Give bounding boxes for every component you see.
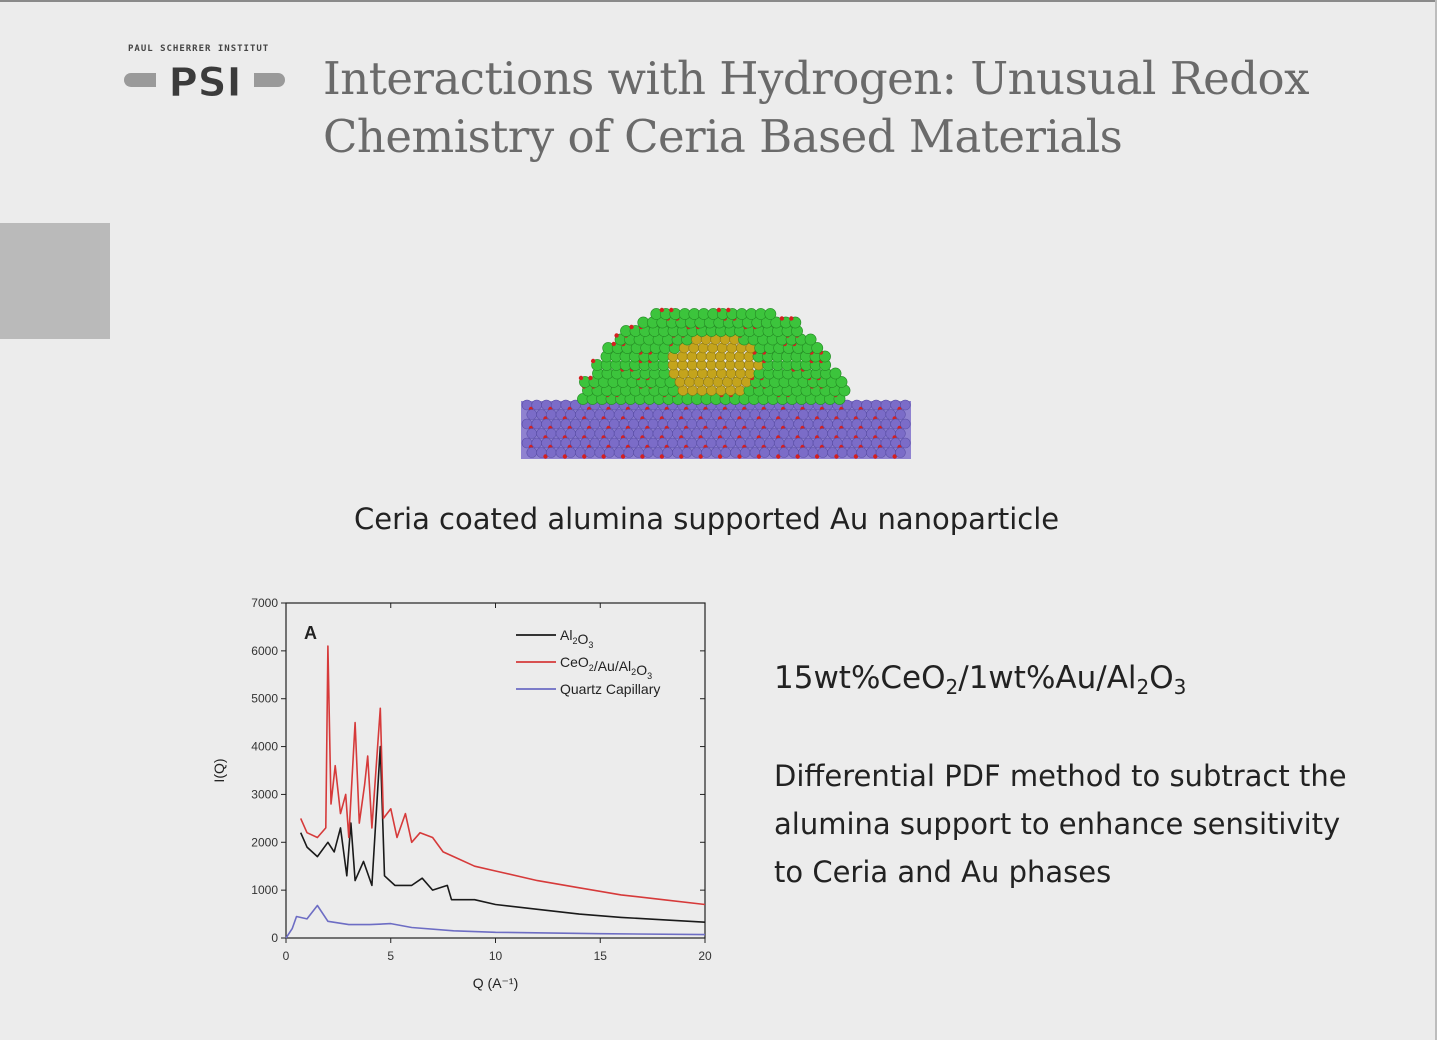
support-atom <box>784 419 794 429</box>
legend-subscript: 2 <box>572 636 578 646</box>
legend-text: Quartz Capillary <box>560 681 661 697</box>
support-atom <box>648 419 658 429</box>
support-atom <box>900 400 910 410</box>
logo-institute-name: PAUL SCHERRER INSTITUT <box>128 44 270 54</box>
support-atom <box>585 429 595 439</box>
support-atom <box>862 419 872 429</box>
plot-frame <box>286 603 705 938</box>
oxygen-atom <box>717 308 721 312</box>
x-tick-label: 15 <box>593 949 607 963</box>
support-atom <box>532 400 542 410</box>
side-block <box>0 223 110 339</box>
support-atom <box>527 429 537 439</box>
support-atom <box>701 429 711 439</box>
formula-subscript: 2 <box>1136 675 1150 699</box>
support-atom <box>721 429 731 439</box>
oxygen-atom <box>588 376 592 380</box>
support-atom <box>604 448 614 458</box>
support-atom <box>798 448 808 458</box>
formula-subscript: 2 <box>945 675 959 699</box>
support-atom <box>668 438 678 448</box>
support-atom <box>881 419 891 429</box>
oxygen-atom <box>789 316 793 320</box>
support-atom <box>668 419 678 429</box>
support-atom <box>798 410 808 420</box>
legend-text: CeO <box>560 654 589 670</box>
series-line <box>286 906 705 939</box>
support-atom <box>643 410 653 420</box>
legend-subscript: 2 <box>631 667 637 677</box>
support-atom <box>726 419 736 429</box>
ceria-atom <box>805 334 816 345</box>
support-atom <box>585 410 595 420</box>
support-atom <box>648 438 658 448</box>
oxygen-atom <box>612 342 616 346</box>
composition-formula <box>774 660 1186 699</box>
y-tick-label: 4000 <box>251 739 278 754</box>
support-atom <box>687 438 697 448</box>
support-atom <box>779 448 789 458</box>
x-tick-label: 5 <box>387 949 395 963</box>
support-atom <box>701 410 711 420</box>
y-tick-label: 6000 <box>251 643 278 658</box>
support-atom <box>818 448 828 458</box>
oxygen-atom <box>591 359 595 363</box>
oxygen-atom <box>780 316 784 320</box>
support-atom <box>527 410 537 420</box>
legend-subscript: 2 <box>588 663 594 673</box>
logo-mark-text: PSI <box>168 60 242 106</box>
y-tick-label: 2000 <box>251 835 278 850</box>
support-atom <box>551 419 561 429</box>
support-atom <box>881 438 891 448</box>
support-atom <box>798 429 808 439</box>
legend-text: Al <box>560 627 573 643</box>
support-atom <box>604 429 614 439</box>
oxygen-atom <box>660 308 664 312</box>
formula-part: 15wt%CeO <box>774 660 946 696</box>
support-atom <box>566 429 576 439</box>
oxygen-atom <box>579 376 583 380</box>
support-atom <box>823 419 833 429</box>
support-atom <box>624 410 634 420</box>
support-atom <box>842 419 852 429</box>
support-atom <box>527 448 537 458</box>
iq-chart <box>200 588 720 1008</box>
support-atom <box>895 429 905 439</box>
support-atom <box>837 410 847 420</box>
support-atom <box>862 400 872 410</box>
support-atom <box>726 438 736 448</box>
oxygen-atom <box>629 325 633 329</box>
support-atom <box>682 429 692 439</box>
support-atom <box>862 438 872 448</box>
support-atom <box>590 419 600 429</box>
legend-text: /Au/Al <box>593 658 632 674</box>
support-atom <box>779 410 789 420</box>
support-atom <box>629 438 639 448</box>
support-atom <box>532 419 542 429</box>
y-tick-label: 0 <box>271 931 278 945</box>
support-atom <box>682 448 692 458</box>
support-atom <box>566 410 576 420</box>
support-atom <box>546 448 556 458</box>
legend-subscript: 3 <box>588 640 594 650</box>
support-atom <box>876 448 886 458</box>
ceria-atom <box>765 308 776 319</box>
y-tick-label: 3000 <box>251 787 278 802</box>
y-tick-label: 5000 <box>251 691 278 706</box>
support-atom <box>765 419 775 429</box>
psi-logo-mark <box>122 56 287 106</box>
x-tick-label: 20 <box>698 949 712 963</box>
x-tick-label: 10 <box>488 949 503 963</box>
support-atom <box>857 410 867 420</box>
support-atom <box>546 429 556 439</box>
support-atom <box>760 448 770 458</box>
support-atom <box>643 429 653 439</box>
support-atom <box>624 429 634 439</box>
x-tick-label: 0 <box>282 949 290 963</box>
support-atom <box>876 429 886 439</box>
legend-label <box>560 654 652 681</box>
support-atom <box>842 438 852 448</box>
legend-text: O <box>636 662 648 678</box>
support-atom <box>818 429 828 439</box>
y-axis-label: I(Q) <box>211 758 227 783</box>
support-atom <box>857 429 867 439</box>
support-atom <box>566 448 576 458</box>
support-atom <box>590 438 600 448</box>
support-atom <box>701 448 711 458</box>
support-atom <box>682 410 692 420</box>
support-atom <box>784 438 794 448</box>
support-atom <box>687 419 697 429</box>
ceria-atom <box>830 368 841 379</box>
panel-label: A <box>304 623 317 643</box>
legend-label <box>560 627 593 650</box>
support-atom <box>571 438 581 448</box>
method-description: Differential PDF method to subtract the alumina support to enhance sensitivity to Ceria and Au phases <box>774 759 1347 889</box>
support-atom <box>895 410 905 420</box>
support-atom <box>604 410 614 420</box>
formula-part: O <box>1149 660 1174 696</box>
oxygen-atom <box>614 333 618 337</box>
oxygen-atom <box>669 308 673 312</box>
support-atom <box>740 410 750 420</box>
support-atom <box>895 448 905 458</box>
support-atom <box>837 448 847 458</box>
support-atom <box>663 410 673 420</box>
image-caption: Ceria coated alumina supported Au nanoparticle <box>354 502 1060 536</box>
support-atom <box>803 419 813 429</box>
support-atom <box>837 429 847 439</box>
support-atom <box>706 419 716 429</box>
support-atom <box>551 438 561 448</box>
support-atom <box>629 419 639 429</box>
support-atom <box>857 448 867 458</box>
series-line <box>301 747 705 923</box>
support-atom <box>745 438 755 448</box>
formula-part: /1wt%Au/Al <box>958 660 1137 696</box>
support-atom <box>760 410 770 420</box>
support-atom <box>745 419 755 429</box>
support-atom <box>779 429 789 439</box>
legend-label <box>560 681 660 697</box>
slide-title: Interactions with Hydrogen: Unusual Redox Chemistry of Ceria Based Materials <box>323 52 1309 163</box>
support-atom <box>881 400 891 410</box>
support-atom <box>765 438 775 448</box>
support-atom <box>818 410 828 420</box>
support-atom <box>760 429 770 439</box>
support-atom <box>546 410 556 420</box>
support-atom <box>643 448 653 458</box>
support-atom <box>900 438 910 448</box>
support-atom <box>624 448 634 458</box>
legend-subscript: 3 <box>647 671 653 681</box>
x-axis-label: Q (A⁻¹) <box>472 975 519 991</box>
support-atom <box>571 419 581 429</box>
support-atom <box>721 448 731 458</box>
support-atom <box>803 438 813 448</box>
support-atom <box>900 419 910 429</box>
oxygen-atom <box>726 308 730 312</box>
support-atom <box>551 400 561 410</box>
y-tick-label: 1000 <box>251 883 278 898</box>
y-tick-label: 7000 <box>251 596 278 610</box>
support-atom <box>876 410 886 420</box>
support-atom <box>721 410 731 420</box>
support-atom <box>823 438 833 448</box>
support-atom <box>740 429 750 439</box>
support-atom <box>740 448 750 458</box>
support-atom <box>532 438 542 448</box>
formula-subscript: 3 <box>1173 675 1187 699</box>
support-atom <box>585 448 595 458</box>
support-atom <box>663 429 673 439</box>
top-border <box>0 0 1437 2</box>
support-atom <box>609 419 619 429</box>
support-atom <box>609 438 619 448</box>
support-atom <box>663 448 673 458</box>
legend-text: O <box>577 631 589 647</box>
support-atom <box>706 438 716 448</box>
nanoparticle-structure-image <box>519 283 915 463</box>
psi-logo <box>122 42 287 106</box>
